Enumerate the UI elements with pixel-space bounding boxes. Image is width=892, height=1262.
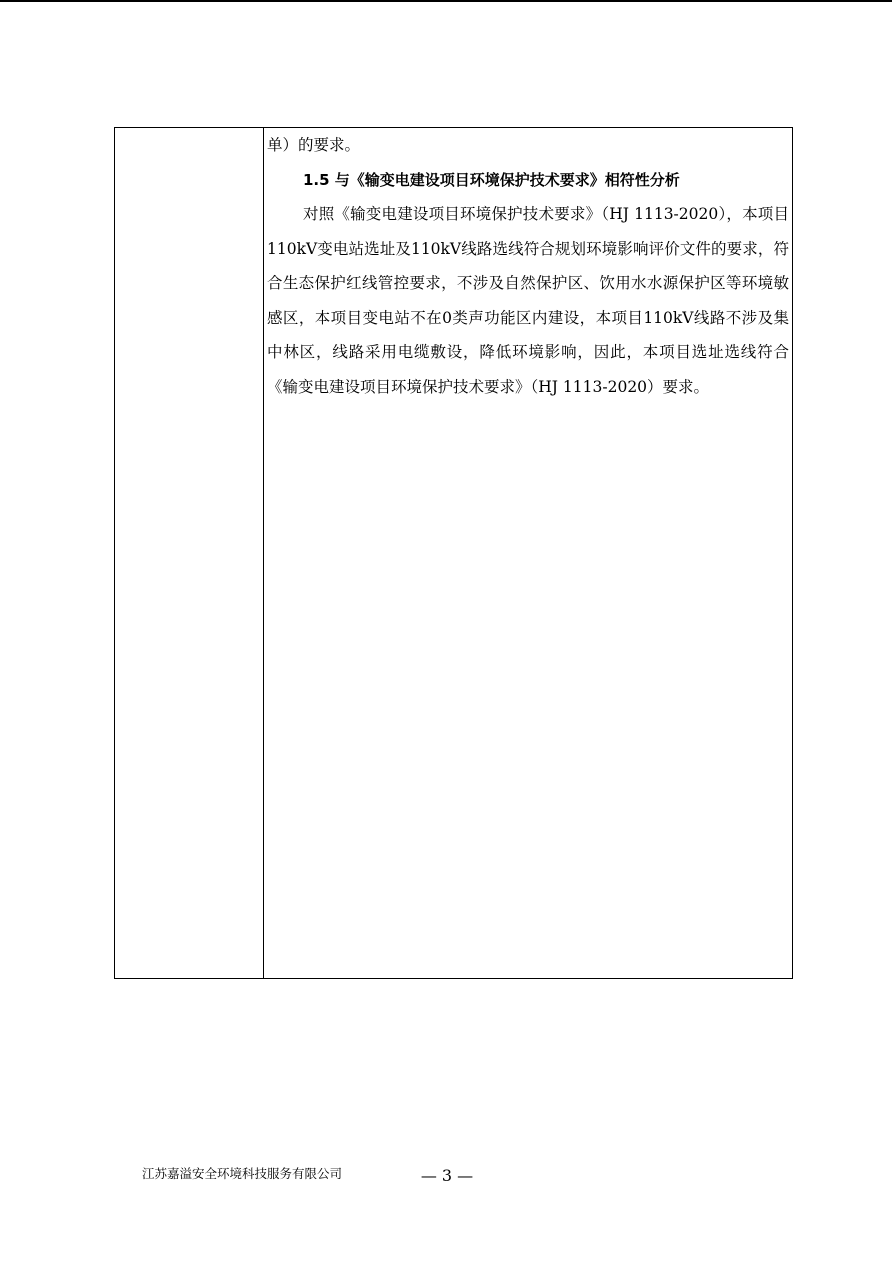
footer-company-name: 江苏嘉溢安全环境科技服务有限公司 bbox=[142, 1166, 343, 1181]
page-top-border bbox=[0, 0, 892, 2]
footer-page-number: — 3 — bbox=[420, 1166, 474, 1185]
section-heading: 1.5 与《输变电建设项目环境保护技术要求》相符性分析 bbox=[303, 170, 680, 189]
continuation-line: 单）的要求。 bbox=[267, 136, 361, 154]
content-table bbox=[114, 127, 793, 979]
body-paragraph: 对照《输变电建设项目环境保护技术要求》（HJ 1113-2020），本项目110kV变电站选址及110kV线路选线符合规划环境影响评价文件的要求，符合生态保护红线管控要求，不涉及自然保护区、饮用水水源保护区等环境敏感区，本项目变电站不在0类声功能区内建设，本项目110kV线路不涉及集中林区，线路采用电缆敷设，降低环境影响，因此，本项目选址选线符合《输变电建设项目环境保护技术要求》（HJ 1113-2020）要求。 bbox=[267, 205, 789, 396]
right-cell bbox=[267, 128, 789, 404]
column-divider bbox=[263, 128, 264, 978]
